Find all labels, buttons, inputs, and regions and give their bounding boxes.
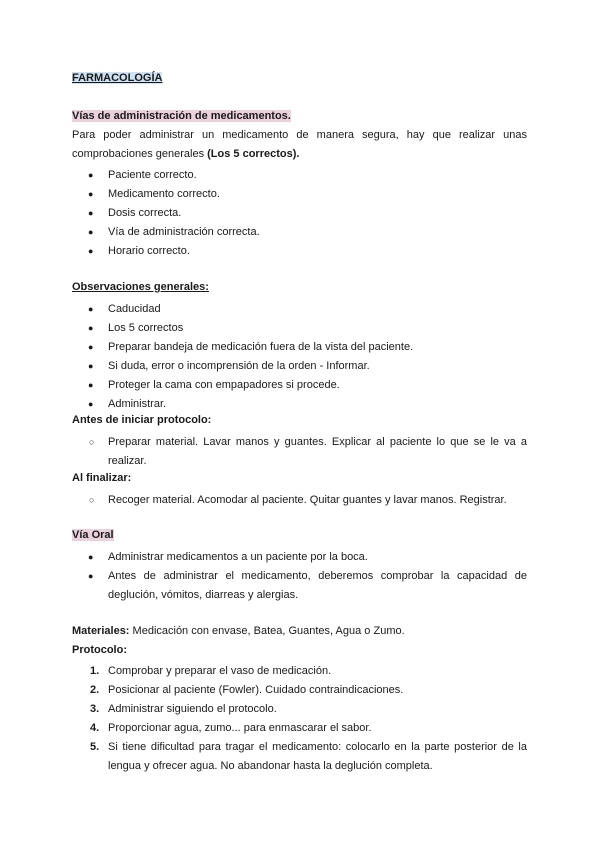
list-item xyxy=(88,338,527,357)
materials-text: Medicación con envase, Batea, Guantes, Agua o Zumo. xyxy=(129,625,405,637)
section-heading-vias: Vías de administración de medicamentos. xyxy=(72,110,291,122)
protocol-step xyxy=(90,662,527,681)
step-text-line-2: lengua y ofrecer agua. No abandonar hasta la deglución completa. xyxy=(108,760,433,772)
list-item xyxy=(88,319,527,338)
list-item xyxy=(88,166,527,185)
list-item-line-2: deglución, vómitos, diarreas y alergias. xyxy=(108,589,299,601)
bullet-icon: ● xyxy=(88,304,94,314)
circle-bullet-icon: ○ xyxy=(89,437,95,447)
step-text: Comprobar y preparar el vaso de medicación. xyxy=(108,665,332,677)
list-item xyxy=(88,567,527,605)
step-text: Administrar siguiendo el protocolo. xyxy=(108,703,277,715)
list-item xyxy=(88,357,527,376)
intro-line-2-bold: (Los 5 correctos). xyxy=(207,148,300,160)
protocol-step xyxy=(90,738,527,776)
bullet-icon: ● xyxy=(88,552,94,562)
intro-line-2-text: comprobaciones generales xyxy=(72,148,208,160)
list-item-text: Si duda, error o incomprensión de la orden - Informar. xyxy=(108,360,370,372)
before-protocol-line-2: realizar. xyxy=(108,455,147,467)
protocol-heading: Protocolo: xyxy=(72,644,127,656)
list-item-text: Administrar medicamentos a un paciente por la boca. xyxy=(108,551,368,563)
intro-line-2 xyxy=(72,148,299,160)
section-heading-observaciones: Observaciones generales: xyxy=(72,281,209,293)
bullet-icon: ● xyxy=(88,246,94,256)
list-item-text: Medicamento correcto. xyxy=(108,188,220,200)
list-item-text: Vía de administración correcta. xyxy=(108,226,260,238)
bullet-icon: ● xyxy=(88,189,94,199)
after-item xyxy=(89,491,527,510)
list-item xyxy=(88,204,527,223)
materials-label: Materiales: xyxy=(72,625,130,637)
list-item xyxy=(88,376,527,395)
bullet-icon: ● xyxy=(88,571,94,581)
bullet-icon: ● xyxy=(88,342,94,352)
materials-line xyxy=(72,625,405,637)
bullet-icon: ● xyxy=(88,170,94,180)
document-title: FARMACOLOGÍA xyxy=(72,72,163,84)
bullet-icon: ● xyxy=(88,380,94,390)
after-heading: Al finalizar: xyxy=(72,472,132,484)
list-item xyxy=(88,185,527,204)
before-protocol-heading: Antes de iniciar protocolo: xyxy=(72,414,212,426)
protocol-step xyxy=(90,681,527,700)
list-item-text: Dosis correcta. xyxy=(108,207,182,219)
list-item-line-1: Antes de administrar el medicamento, deberemos comprobar la capacidad de xyxy=(108,570,527,582)
list-item-text: Caducidad xyxy=(108,303,161,315)
list-item-text: Los 5 correctos xyxy=(108,322,184,334)
list-item-text: Horario correcto. xyxy=(108,245,190,257)
circle-bullet-icon: ○ xyxy=(89,495,95,505)
list-item xyxy=(88,395,527,414)
step-number: 2. xyxy=(90,684,100,696)
protocol-step xyxy=(90,700,527,719)
bullet-icon: ● xyxy=(88,323,94,333)
step-text: Posicionar al paciente (Fowler). Cuidado contraindicaciones. xyxy=(108,684,404,696)
bullet-icon: ● xyxy=(88,227,94,237)
list-item xyxy=(88,223,527,242)
list-item xyxy=(88,300,527,319)
step-number: 4. xyxy=(90,722,100,734)
step-text-line-1: Si tiene dificultad para tragar el medicamento: colocarlo en la parte posterior de la xyxy=(108,741,527,753)
step-number: 1. xyxy=(90,665,100,677)
list-item-text: Administrar. xyxy=(108,398,167,410)
bullet-icon: ● xyxy=(88,399,94,409)
step-number: 3. xyxy=(90,703,100,715)
protocol-step xyxy=(90,719,527,738)
section-heading-via-oral: Vía Oral xyxy=(72,529,114,541)
list-item xyxy=(88,548,527,567)
step-number: 5. xyxy=(90,741,100,753)
step-text: Proporcionar agua, zumo... para enmascarar el sabor. xyxy=(108,722,372,734)
before-protocol-line-1: Preparar material. Lavar manos y guantes. Explicar al paciente lo que se le va a xyxy=(108,436,527,448)
list-item-text: Paciente correcto. xyxy=(108,169,197,181)
after-item-text: Recoger material. Acomodar al paciente. Quitar guantes y lavar manos. Registrar. xyxy=(108,494,507,506)
bullet-icon: ● xyxy=(88,208,94,218)
bullet-icon: ● xyxy=(88,361,94,371)
list-item-text: Preparar bandeja de medicación fuera de la vista del paciente. xyxy=(108,341,414,353)
intro-line-1: Para poder administrar un medicamento de manera segura, hay que realizar unas xyxy=(72,129,527,141)
list-item-text: Proteger la cama con empapadores si procede. xyxy=(108,379,340,391)
list-item xyxy=(88,242,527,261)
before-protocol-item xyxy=(89,433,527,471)
